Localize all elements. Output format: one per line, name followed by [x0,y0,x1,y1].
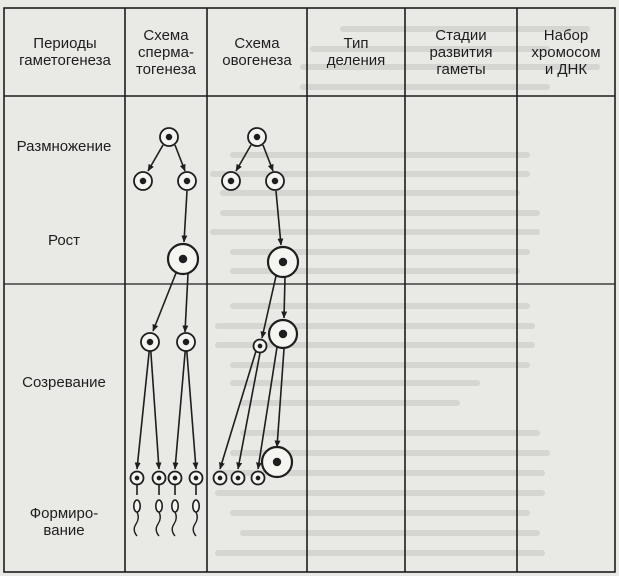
row-label-formation: Формиро- вание [29,505,99,539]
arrow [276,191,281,245]
oogonium-cell [248,128,266,146]
spermatid-cell-3 [169,472,182,485]
secondary-spermatocyte-cell [141,333,159,351]
header-division-type: Тип деления [326,35,386,69]
polar-body-2 [232,472,245,485]
header-gamete-stages: Стадии развития гаметы [429,26,493,78]
arrow [153,273,176,331]
arrow-polar-body-a [220,351,256,469]
spermatid-cell-4 [190,472,203,485]
row-label-multiplication: Размножение [16,138,112,155]
table-border [4,8,615,572]
spermatozoon-1 [134,500,140,536]
arrow-to-spermatid-4 [187,351,196,469]
arrow-to-spermatid-3 [175,351,185,469]
spermatogonium-cell [134,172,152,190]
row-label-maturation: Созревание [22,374,106,391]
primary-oocyte-cell [268,247,298,277]
spermatozoon-2 [156,500,162,536]
arrow-to-ovum [277,349,284,447]
polar-body-3 [252,472,265,485]
header-chromosome-dna: Набор хромосом и ДНК [531,26,601,78]
arrow-to-spermatid-1 [137,351,149,469]
arrow-to-spermatid-2 [151,351,159,469]
header-oogenesis-scheme: Схема овогенеза [222,35,292,69]
arrow-polar-body-b [238,353,260,469]
table-grid [4,8,615,572]
ovum-cell [262,447,292,477]
spermatozoon-3 [172,500,178,536]
spermatozoon-4 [193,500,199,536]
arrow [175,145,185,171]
arrow [184,191,187,242]
arrow [284,277,285,318]
oogonium-cell [222,172,240,190]
primary-spermatocyte-cell [168,244,198,274]
secondary-oocyte-cell [269,320,297,348]
spermatogonium-cell [178,172,196,190]
row-label-growth: Рост [47,232,81,249]
arrow [236,145,251,171]
header-spermatogenesis-scheme: Схема сперма- тогенеза [135,26,197,78]
arrow [185,274,188,332]
polar-body-1 [214,472,227,485]
spermatid-cell-1 [131,472,144,485]
header-periods: Периоды гаметогенеза [19,35,111,69]
arrow [263,145,273,171]
secondary-spermatocyte-cell [177,333,195,351]
spermatid-cell-2 [153,472,166,485]
spermatogonium-cell [160,128,178,146]
first-polar-body [254,340,267,353]
arrow [148,145,163,171]
oogonium-cell [266,172,284,190]
